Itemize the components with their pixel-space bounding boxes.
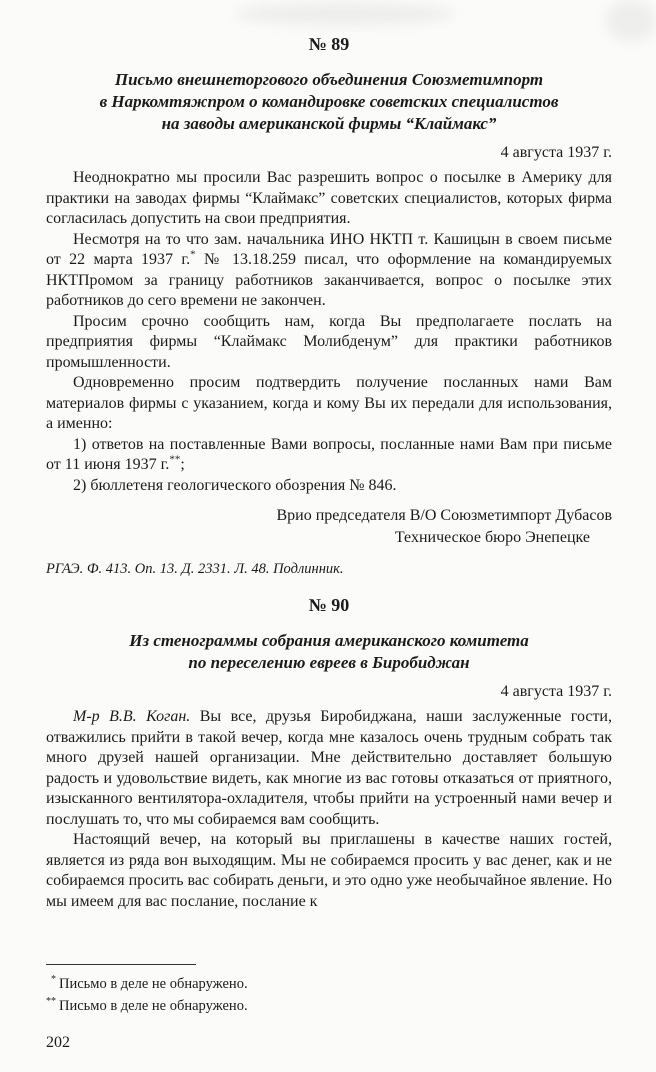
doc-89-title-line-2: в Наркомтяжпром о командировке советских специалистов <box>99 92 559 111</box>
scan-artifact <box>606 0 656 42</box>
paragraph-text: № 13.18.259 писал, что оформление на командируемых НКТПромом за границу работников заканчивается, вопрос о посылке этих работников до сего времени не закончен. <box>46 251 613 309</box>
signature-line-2: Техническое бюро Энепецке <box>394 529 590 546</box>
doc-90-paragraph-1 <box>46 707 612 830</box>
doc-89-title <box>46 69 612 135</box>
doc-90-number: № 90 <box>308 595 350 615</box>
footnote-marker: * <box>51 974 56 985</box>
scan-artifact <box>235 2 455 26</box>
footnote-separator <box>46 964 196 965</box>
doc-89-paragraph-2 <box>46 230 612 312</box>
doc-90-title <box>46 630 612 674</box>
speaker-name: М-р В.В. Коган. <box>73 708 191 725</box>
document-90 <box>46 595 612 912</box>
footnote-text: Письмо в деле не обнаружено. <box>59 997 248 1014</box>
footnote-ref-asterisk: * <box>190 248 196 261</box>
page-footer <box>46 964 612 1053</box>
doc-90-paragraph-2: Настоящий вечер, на который вы приглашены в качестве наших гостей, является из ряда вон выходящим. Мы не собираемся просить у вас денег, как и не собираемся просить вас собирать деньги, и это одно уже необычайное явление. Но мы имеем для вас послание, послание к <box>46 831 612 910</box>
archive-reference: РГАЭ. Ф. 413. Оп. 13. Д. 2331. Л. 48. Подлинник. <box>46 561 344 577</box>
doc-90-date: 4 августа 1937 г. <box>500 683 612 700</box>
doc-90-title-line-2: по переселению евреев в Биробиджан <box>188 653 470 672</box>
paragraph-text: Вы все, друзья Биробиджана, наши заслуженные гости, отважились прийти в такой вечер, когда мне казалось очень трудным собрать так много друзей нашей организации. Мне действительно доставляет большую радость и удовольствие видеть, как многие из вас готовы отказаться от приятного, изысканного вентилятора-охладителя, чтобы прийти на устроенный нами вечер и послушать то, что мы собираемся вам сообщить. <box>46 708 612 828</box>
paragraph-text: Несмотря на то что зам. начальника ИНО НКТП т. Кашицын в своем письме от 22 марта 1937 г. <box>46 230 612 268</box>
footnote-ref-double-asterisk: ** <box>169 453 181 466</box>
document-89 <box>46 34 612 578</box>
doc-89-paragraph-3: Просим срочно сообщить нам, когда Вы предполагаете послать на предприятия фирмы “Клаймакс Молибденум” для практики работников промышленности. <box>46 312 612 371</box>
footnote-text: Письмо в деле не обнаружено. <box>59 975 248 992</box>
signature-block <box>46 505 612 549</box>
doc-89-title-line-3: на заводы американской фирмы “Клаймакс” <box>161 114 497 133</box>
doc-89-list-item-2: 2) бюллетеня геологического обозрения № 846. <box>73 476 397 494</box>
signature-line-1: Врио председателя В/О Союзметимпорт Дубасов <box>276 507 612 524</box>
doc-89-title-line-1: Письмо внешнеторгового объединения Союзметимпорт <box>114 70 544 89</box>
paragraph-text: ; <box>180 456 185 473</box>
doc-89-list-item-1 <box>46 435 612 476</box>
paragraph-text: 1) ответов на поставленные Вами вопросы, посланные нами Вам при письме от 11 июня 1937 г. <box>46 435 612 473</box>
doc-90-title-line-1: Из стенограммы собрания американского комитета <box>129 631 529 650</box>
doc-89-number: № 89 <box>308 34 350 54</box>
footnote-1 <box>46 971 612 993</box>
page-number: 202 <box>46 1033 70 1051</box>
doc-89-paragraph-4: Одновременно просим подтвердить получение посланных нами Вам материалов фирмы с указанием, когда и кому Вы их передали для использования, а именно: <box>46 374 612 432</box>
doc-89-date: 4 августа 1937 г. <box>500 144 612 161</box>
footnote-2 <box>46 993 612 1015</box>
footnote-marker: ** <box>46 995 56 1007</box>
doc-89-paragraph-1: Неоднократно мы просили Вас разрешить вопрос о посылке в Америку для практики на заводах фирмы “Клаймакс” советских специалистов, которых фирма согласилась допустить на свои предприятия. <box>46 169 612 227</box>
